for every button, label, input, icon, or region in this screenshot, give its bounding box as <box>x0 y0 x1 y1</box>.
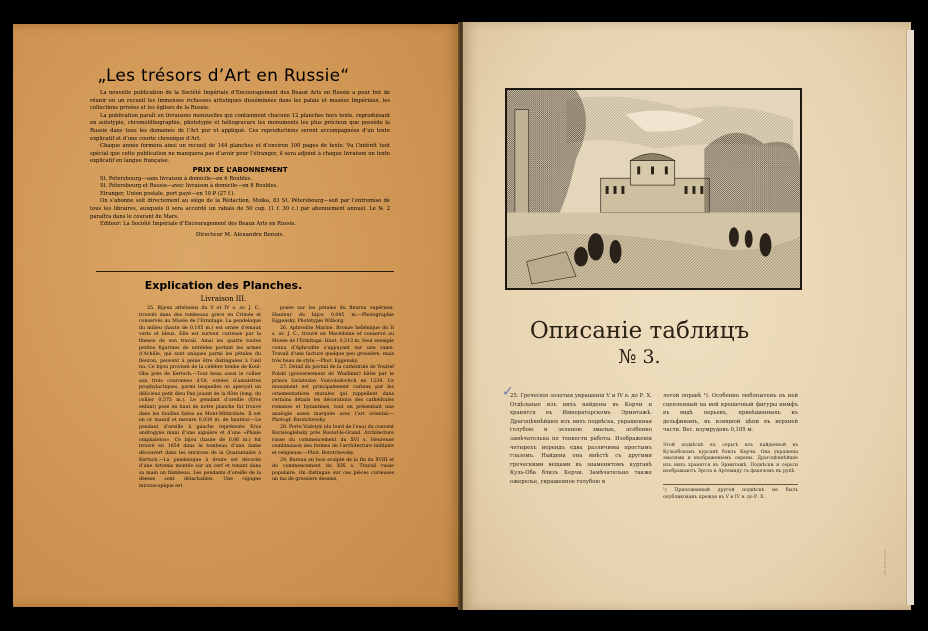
page-edges <box>906 30 914 605</box>
footnote: ¹) Приложенный другой подвѣскѣ не былъ опубликованъ прежде въ V и IV в. до Р. Х. <box>663 484 798 501</box>
intro-text-block <box>90 90 390 239</box>
explication-column-2 <box>272 306 394 484</box>
pencil-margin-note: Inv. 2345 Lot 12 <box>883 550 887 575</box>
intro-paragraph: La nouvelle publication de la Société Impériale d’Encouragement des Beaux Arts en Russie a pour but de réunir en un recueil les immenses richesses artistiques disséminées dans les palais et musées Impériaux, les collections privées et les églises de la Russie. <box>90 90 390 112</box>
issue-number: № 3. <box>618 346 661 368</box>
section-heading-russian: Описаніе таблицъ <box>529 318 750 344</box>
director-line: Directeur M. Alexandre Benois. <box>195 231 285 238</box>
subscription-info: On s’abonne soit directement au siège de la Rédaction, Moïka, 83 St. Pétersbourg—soit par l’entremise de tous les libraires, auxquels il sera accordé un rabais de 50 cop. (1 f. 30 c.) par abonnement annuel. Le № 2 paraîtra dans le courant de Mars. <box>90 198 390 220</box>
plate-description-small: Этой подвѣскѣ къ серьгѣ изъ найденной въ Кульобскомъ курганѣ близъ Керчи. Она украшена эмалями и изображеніемъ сирены. Драгоцѣннѣйшіе изъ нихъ хранятся въ Эрмитажѣ. Подвѣски и серьги изображаютъ Эрота и Артемиду съ факеломъ въ рукѣ. <box>663 442 798 475</box>
plate-description-russian: 25. Греческія золотыя украшенія V и IV в. до Р. Х. Отдѣльные изъ нихъ найдены въ Керчи и хранятся въ Императорскомъ Эрмитажѣ. Драгоцѣннѣйшее изъ нихъ подвѣска, украшенная голубою и зеленою эмалью, особенно замѣчательна по тонкости работы. Изображенія четырехъ нереидъ едва различимы простымъ глазомъ. Найдена она вмѣстѣ съ другими греческими вещами въ знаменитомъ курганѣ Куль-Оба близъ Керчи. Замѣчательно также ожерелье, украшенное голубою и <box>510 393 652 485</box>
plate-description: 28. Porte Vodotyk (du bord de l’eau) du couvent Borissoglebsky près Rostof-le-Grand. Architecture russe du commencement du XVI s. Heureuse combinaison des formes de l’architecture militaire et religieuse.—Phot. Borstchevsky. <box>272 424 394 457</box>
livraison-label: Livraison III. <box>200 295 247 303</box>
plate-description: 26. Aphrodite Marine. Bronze hellénique du II s. av. J. C., trouvé en Macédoine et conservé au Musée de l’Ermitage. Haut. 0,213 m. Seul exemple connu d’Aphrodite s’appuyant sur une rame. Travail d’une facture quelque peu grossière, mais très beau de style.—Phot. Eggensky. <box>272 325 394 364</box>
pencil-check-mark: ✓ <box>502 384 514 400</box>
price-line: St. Pétersbourg—sans livraison à domicile—en 6 Roubles. <box>100 175 252 182</box>
russian-column-2 <box>663 392 798 501</box>
plate-description: 27. Détail du portail de la cathédrale de Yourief Polski (gouvernement de Wladimir) bâtie par le prince Swiatoslav Vsévolodovitch en 1234. Ce monument est principalement curieux par les ornementations murales qui rappellent dans certains détails les décorations des cathédrales romanes et byzantines, tout en présentant une analogie assez marquée avec l’art oriental.—Photogr. Barstchevsky. <box>272 365 394 424</box>
plate-description-russian: лотой оправѣ ¹). Особенно любопытенъ въ ней сцепленный на ней крошечный фигуры нимфъ въ видѣ перьевъ, привѣшенныхъ къ дельфинамъ, въ изящной цѣпи въ верхней части. Вес. изумрудовъ 0,105 м. <box>663 393 798 434</box>
price-heading: PRIX DE L’ABONNEMENT <box>192 165 288 174</box>
divider-rule <box>96 271 394 272</box>
publication-title: „Les trésors d’Art en Russie“ <box>97 66 350 86</box>
plate-description: posée sur les pétales du fleuron supérieur. Hauteur du bijou 0,045 m.—Photographie Eggensky. Phototypie Wilborg. <box>272 306 394 325</box>
plate-description: 29. Bureau en bois sculpté de la fin du XVIII et du commencement du XIX s. Travail russe populaire. On distingue sur ces pièces curieuses un tas de grossiers dessins, <box>272 457 394 483</box>
russian-column-1 <box>510 392 652 487</box>
intro-paragraph: La publication paraît en livraisons mensuelles qui contiennent chacune 12 planches hors texte, reproduisant en autotypie, chromolithographie, phototypie et héliogravure les monuments les plus précieux que possède la Russie dans tous les domaines de l’Art pur et appliqué. Ces reproductions seront accompagnées d’un texte explicatif et d’une courte chronique d’Art. <box>90 112 390 142</box>
plate-description: 25. Bijoux athéniens du V et IV s. av. J. C., trouvés dans des tombeaux grecs en Crimée et conservés au Musée de l’Ermitage. La pendeloque du milieu (haute de 0,105 m.) est ornée d’émaux verts et bleus. Elle est surtout curieuse par la finesse de son travail. Ainsi les quatre toutes petites figurines de néréides portant les armes d’Achille, qui sont uniques parmi les pétales du fleuron, peuvent à peine être distinguées à l’œil nu. Ce bijou provient de la célèbre tombe de Koul-Oba près de Kertsch.—Tout beau aussi le collier aux trois couronnes d’Or, ornées d’amulettes prophylactiques, parmi lesquelles on aperçoit un délicieux petit dieu Pan jouant de la flûte (long. du collier 0,575 m.). Le pendant d’oreille (Eros enfant) posé en haut de notre planche fut trouvé dans les fouilles faites au Mont-Mithridate. Il est en or massif et mesure 0,038 m. de hauteur.—Le pendant d’oreille à gauche représente Eros androgyne muni d’une aiguière et d’une «Phiale omphalotos». Ce bijou (haute de 0,06 m.) fut trouvé en 1854 dans le tombeau d’une dame découvert dans les environs de la Quarantaine à Kertsch.—La pendeloque à droite est décorée d’une Artemis montée sur un cerf et tenant dans sa main un flambeau. Les pendants d’oreille de la déesse sont détachables. Une cigogne microscopique est <box>139 306 261 490</box>
intro-paragraph: Chaque année formera ainsi un recueil de 144 planches et d’environ 100 pages de texte. Vu l’intérêt tout spécial que cette publication ne manquera pas d’avoir pour l’étranger, il sera adjoint à chaque livraison un texte explicatif en langue française. <box>90 143 390 165</box>
price-line: St. Pétersbourg et Russie—avec livraison à domicile—en 8 Roubles. <box>100 183 278 190</box>
editor-line: Editeur: La Société Impériale d’Encouragement des Beaux Arts en Russie. <box>100 221 297 228</box>
palace-landscape-engraving <box>507 90 800 288</box>
engraving-illustration <box>505 88 802 290</box>
explication-column-1 <box>139 306 261 491</box>
explication-title: Explication des Planches. <box>144 279 303 292</box>
price-line: Etranger, Union postale, port payé—en 10 ₽ (27 f.). <box>100 190 236 197</box>
